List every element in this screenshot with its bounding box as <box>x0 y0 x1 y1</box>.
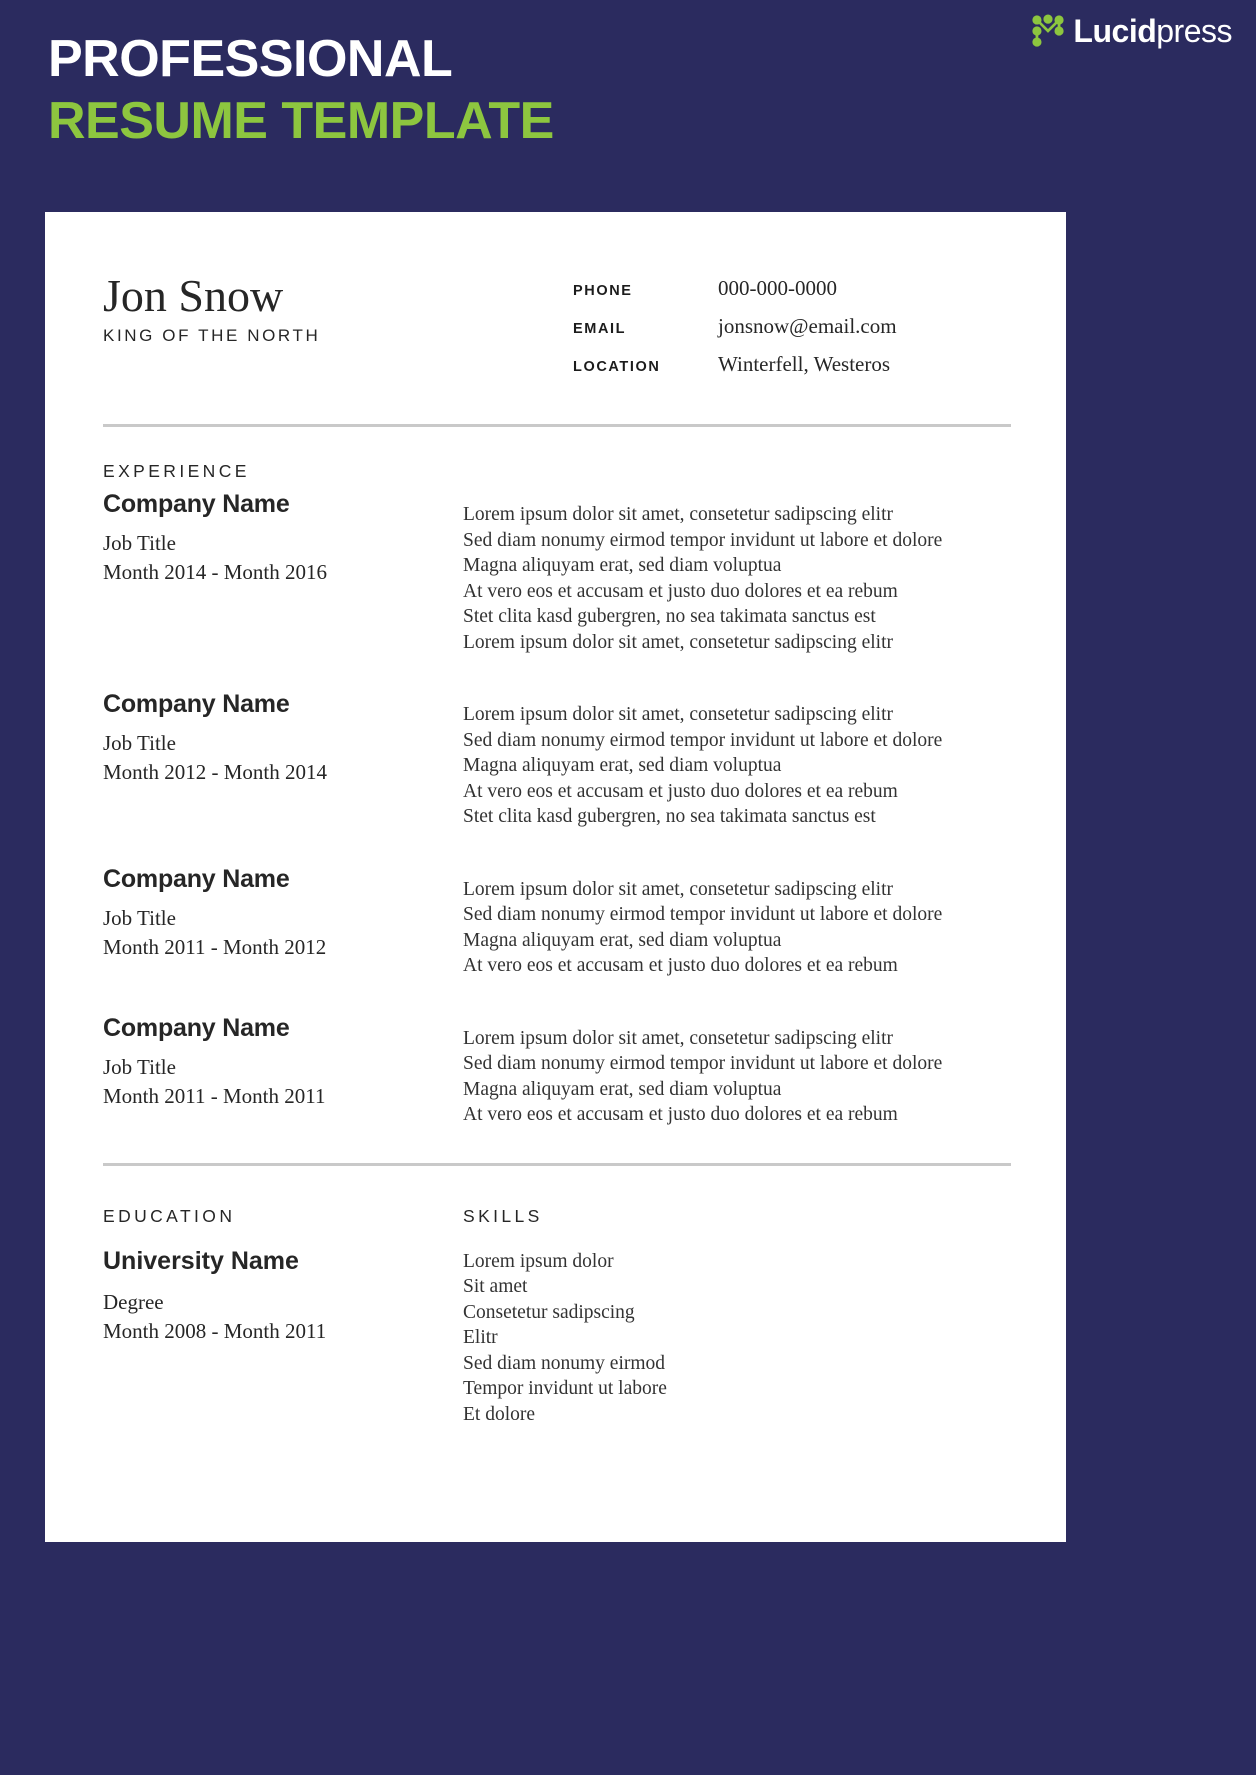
description-line: Magna aliquyam erat, sed diam voluptua <box>463 929 782 951</box>
description-line: Sed diam nonumy eirmod tempor invidunt ut labore et dolore <box>463 529 943 551</box>
experience-entry-meta <box>103 490 463 587</box>
contact-row-phone <box>573 276 897 301</box>
section-heading-skills: SKILLS <box>463 1205 543 1226</box>
description-line: Lorem ipsum dolor sit amet, consetetur sadipscing elitr <box>463 878 893 900</box>
skill-item: Lorem ipsum dolor <box>463 1250 614 1272</box>
contact-label-location: LOCATION <box>573 359 661 375</box>
bottom-sections <box>103 1172 1011 1428</box>
job-title: Job Title <box>103 731 176 755</box>
description-line: At vero eos et accusam et justo duo dolores et ea rebum <box>463 580 898 602</box>
description-line: At vero eos et accusam et justo duo dolores et ea rebum <box>463 780 898 802</box>
experience-entry-meta <box>103 1014 463 1111</box>
description-line: Lorem ipsum dolor sit amet, consetetur sadipscing elitr <box>463 631 893 653</box>
experience-list <box>103 490 1011 1128</box>
company-name: Company Name <box>103 864 290 893</box>
page-title-line-1: PROFESSIONAL <box>48 30 453 88</box>
divider-bottom <box>103 1163 1011 1166</box>
company-name: Company Name <box>103 690 290 718</box>
contact-value-location: Winterfell, Westeros <box>718 352 891 376</box>
skill-item: Sit amet <box>463 1276 528 1297</box>
resume-sheet <box>45 212 1066 1542</box>
contact-value-phone: 000-000-0000 <box>718 276 837 300</box>
degree: Degree <box>103 1289 164 1314</box>
section-heading-experience: EXPERIENCE <box>103 461 250 481</box>
description-line: Lorem ipsum dolor sit amet, consetetur sadipscing elitr <box>463 504 893 525</box>
identity-block <box>103 264 573 346</box>
skills-list <box>463 1249 1011 1428</box>
logo-bold-text: Lucid <box>1073 13 1157 49</box>
job-title: Job Title <box>103 1054 176 1079</box>
logo-light-text: press <box>1156 13 1232 49</box>
job-dates: Month 2011 - Month 2011 <box>103 1083 326 1108</box>
experience-entry <box>103 1014 1011 1128</box>
skill-item: Et dolore <box>463 1403 536 1425</box>
experience-entry-meta <box>103 865 463 962</box>
company-name: Company Name <box>103 1013 290 1042</box>
education-section <box>103 1172 463 1346</box>
contact-value-email: jonsnow@email.com <box>718 314 897 338</box>
company-name: Company Name <box>103 490 290 518</box>
contact-row-email <box>573 314 897 339</box>
page-title-line-2: RESUME TEMPLATE <box>48 92 554 150</box>
candidate-name: Jon Snow <box>103 270 284 321</box>
description-line: Sed diam nonumy eirmod tempor invidunt ut labore et dolore <box>463 729 943 751</box>
description-line: At vero eos et accusam et justo duo dolores et ea rebum <box>463 1104 898 1125</box>
contact-block <box>573 276 897 390</box>
job-dates: Month 2012 - Month 2014 <box>103 760 328 784</box>
job-title: Job Title <box>103 905 176 930</box>
resume-header <box>103 264 1011 390</box>
contact-row-location <box>573 352 897 377</box>
skill-item: Consetetur sadipscing <box>463 1301 635 1323</box>
section-heading-education: EDUCATION <box>103 1205 236 1226</box>
candidate-subtitle: KING OF THE NORTH <box>103 326 321 345</box>
description-line: Magna aliquyam erat, sed diam voluptua <box>463 1078 782 1100</box>
experience-entry-description <box>463 690 1011 830</box>
experience-entry <box>103 690 1011 830</box>
job-dates: Month 2014 - Month 2016 <box>103 560 328 584</box>
skills-section <box>463 1172 1011 1428</box>
university-name: University Name <box>103 1246 299 1275</box>
experience-entry-description <box>463 1014 1011 1128</box>
page-title <box>48 28 554 152</box>
description-line: At vero eos et accusam et justo duo dolores et ea rebum <box>463 955 898 976</box>
description-line: Sed diam nonumy eirmod tempor invidunt ut labore et dolore <box>463 1053 943 1074</box>
description-line: Magna aliquyam erat, sed diam voluptua <box>463 555 782 576</box>
skill-item: Elitr <box>463 1327 498 1348</box>
lucidpress-logo[interactable] <box>1031 14 1232 48</box>
skill-item: Tempor invidunt ut labore <box>463 1378 667 1399</box>
lucidpress-wordmark <box>1073 14 1232 48</box>
contact-label-phone: PHONE <box>573 283 633 299</box>
experience-entry-description <box>463 865 1011 979</box>
education-dates: Month 2008 - Month 2011 <box>103 1318 327 1343</box>
experience-entry-description <box>463 490 1011 655</box>
lucidpress-logo-icon <box>1031 14 1065 48</box>
header-banner <box>0 0 1256 208</box>
description-line: Lorem ipsum dolor sit amet, consetetur sadipscing elitr <box>463 704 893 725</box>
description-line: Stet clita kasd gubergren, no sea takimata sanctus est <box>463 806 876 827</box>
experience-entry <box>103 865 1011 979</box>
divider-top <box>103 424 1011 427</box>
job-dates: Month 2011 - Month 2012 <box>103 934 327 959</box>
description-line: Stet clita kasd gubergren, no sea takimata sanctus est <box>463 606 876 627</box>
description-line: Lorem ipsum dolor sit amet, consetetur sadipscing elitr <box>463 1027 893 1049</box>
job-title: Job Title <box>103 531 176 555</box>
experience-entry-meta <box>103 690 463 787</box>
description-line: Sed diam nonumy eirmod tempor invidunt ut labore et dolore <box>463 904 943 925</box>
contact-label-email: EMAIL <box>573 321 627 337</box>
skill-item: Sed diam nonumy eirmod <box>463 1352 666 1374</box>
experience-entry <box>103 490 1011 655</box>
description-line: Magna aliquyam erat, sed diam voluptua <box>463 755 782 776</box>
